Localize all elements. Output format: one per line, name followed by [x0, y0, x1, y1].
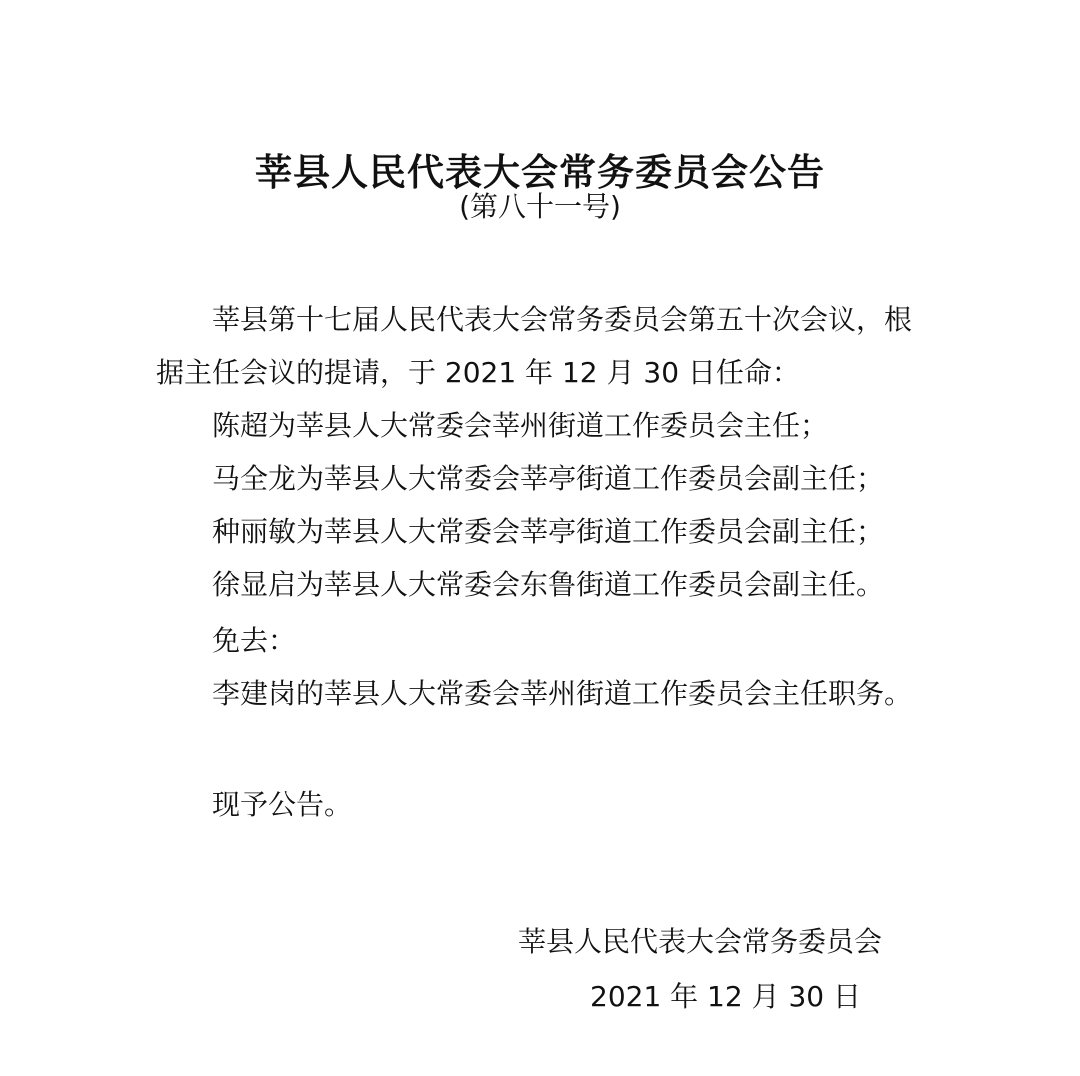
appointment-item: 徐显启为莘县人大常委会东鲁街道工作委员会副主任。 — [212, 568, 885, 601]
dismissal-heading: 免去： — [212, 624, 297, 657]
document-number: (第八十一号) — [459, 190, 621, 223]
closing-text: 现予公告。 — [212, 788, 353, 821]
intro-paragraph-line-1: 莘县第十七届人民代表大会常务委员会第五十次会议，根 — [212, 303, 913, 336]
issuer-signature: 莘县人民代表大会常务委员会 — [518, 925, 883, 958]
appointment-item: 陈超为莘县人大常委会莘州街道工作委员会主任； — [212, 409, 829, 442]
appointment-item: 种丽敏为莘县人大常委会莘亭街道工作委员会副主任； — [212, 515, 885, 548]
issue-date: 2021 年 12 月 30 日 — [590, 980, 862, 1013]
document-title: 莘县人民代表大会常务委员会公告 — [255, 150, 825, 194]
dismissal-item: 李建岗的莘县人大常委会莘州街道工作委员会主任职务。 — [212, 677, 913, 710]
intro-paragraph-line-2: 据主任会议的提请，于 2021 年 12 月 30 日任命： — [156, 356, 800, 389]
appointment-item: 马全龙为莘县人大常委会莘亭街道工作委员会副主任； — [212, 462, 885, 495]
